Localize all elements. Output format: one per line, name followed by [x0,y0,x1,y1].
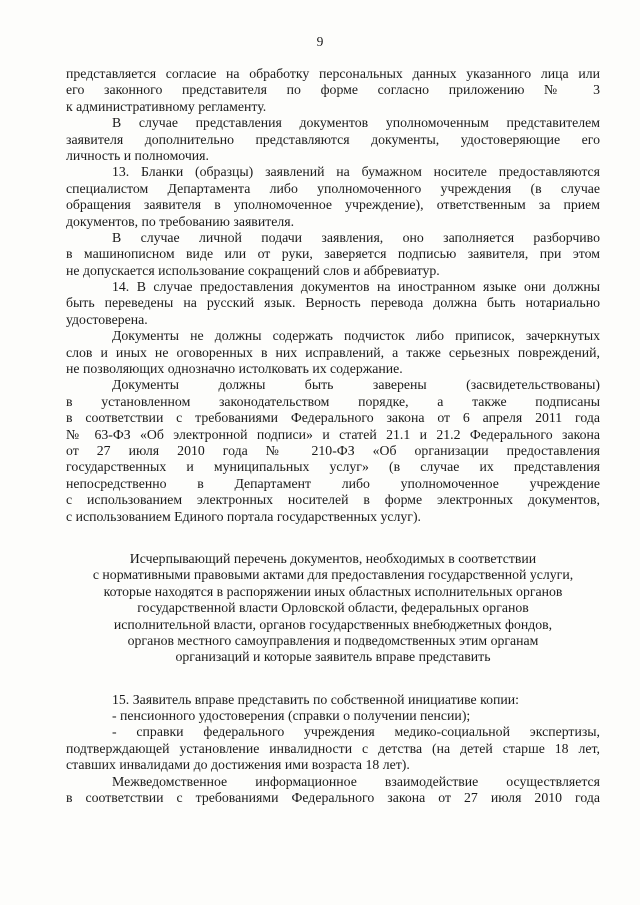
section-heading [66,551,600,666]
text-line: с использованием Единого портала государственных услуг). [66,508,421,524]
text-line: Документы не должны содержать подчисток либо приписок, зачеркнутых [112,328,600,344]
text-line: к административному регламенту. [66,98,267,114]
text-line: в машинописном виде или от руки, заверяется подписью заявителя, при этом [66,246,600,262]
text-line: удостоверена. [66,311,148,327]
paragraph [66,279,600,328]
heading-line: которые находятся в распоряжении иных областных исполнительных органов [103,583,563,599]
paragraph [66,724,600,773]
text-line: заявителя дополнительно представляются документы, удостоверяющие его [66,131,600,147]
paragraph [66,230,600,279]
text-line: от 27 июля 2010 года № 210-ФЗ «Об организации предоставления [66,442,600,458]
text-line: 15. Заявитель вправе представить по собственной инициативе копии: [112,691,520,707]
paragraph [66,377,600,525]
text-line: быть переведены на русский язык. Верность перевода должна быть нотариально [66,295,600,311]
text-line: не допускается использование сокращений слов и аббревиатур. [66,262,440,278]
text-line: государственных и муниципальных услуг» (в случае их представления [66,459,600,475]
heading-line: организаций и которые заявитель вправе представить [175,649,491,665]
text-line: - справки федерального учреждения медико-социальной экспертизы, [112,724,600,740]
text-line: не позволяющих однозначно истолковать их содержание. [66,361,403,377]
text-line: с использованием электронных носителей в форме электронных документов, [66,492,600,508]
paragraph [66,115,600,164]
text-line: В случае личной подачи заявления, оно заполняется разборчиво [112,229,600,245]
paragraph [66,692,600,708]
heading-line: исполнительной власти, органов государственных внебюджетных фондов, [113,616,553,632]
text-line: подтверждающей установление инвалидности с детства (на детей старше 18 лет, [66,740,600,756]
text-line: в соответствии с требованиями Федерального закона от 27 июля 2010 года [66,790,600,806]
text-line: В случае представления документов уполномоченным представителем [112,115,600,131]
text-line: в соответствии с требованиями Федерального закона от 6 апреля 2011 года [66,410,600,426]
paragraph [66,164,600,230]
text-line: ставших инвалидами до достижения ими возраста 18 лет). [66,757,410,773]
text-line: документов, по требованию заявителя. [66,213,295,229]
text-line: слов и иных не оговоренных в них исправлений, а также серьезных повреждений, [66,344,600,360]
text-line: обращения заявителя в уполномоченное учреждение), ответственным за прием [66,197,600,213]
text-line: № 63-ФЗ «Об электронной подписи» и статей 21.1 и 21.2 Федерального закона [66,426,600,442]
text-line: специалистом Департамента либо уполномоченного учреждения (в случае [66,180,600,196]
text-line: Межведомственное информационное взаимодействие осуществляется [112,773,600,789]
text-line: непосредственно в Департамент либо уполномоченное учреждение [66,475,600,491]
paragraph [66,708,600,724]
text-line: личность и полномочия. [66,147,209,163]
heading-line: государственной власти Орловской области, федеральных органов [137,600,529,616]
paragraph [66,66,600,115]
paragraph [66,328,600,377]
heading-line: Исчерпывающий перечень документов, необходимых в соответствии [129,550,537,566]
paragraph [66,774,600,807]
page-number: 9 [316,34,324,49]
document-body [66,66,600,806]
text-line: 14. В случае предоставления документов на иностранном языке они должны [112,279,600,295]
text-line: 13. Бланки (образцы) заявлений на бумажном носителе предоставляются [112,164,600,180]
text-line: представляется согласие на обработку персональных данных указанного лица или [66,66,600,81]
text-line: в установленном законодательством порядке, а также подписаны [66,393,600,409]
heading-line: с нормативными правовыми актами для предоставления государственной услуги, [92,567,574,583]
text-line: Документы должны быть заверены (засвидетельствованы) [112,377,600,393]
text-line: - пенсионного удостоверения (справки о получении пенсии); [112,708,471,724]
heading-line: органов местного самоуправления и подведомственных этим органам [127,632,539,648]
text-line: его законного представителя по форме согласно приложению № 3 [66,82,600,98]
